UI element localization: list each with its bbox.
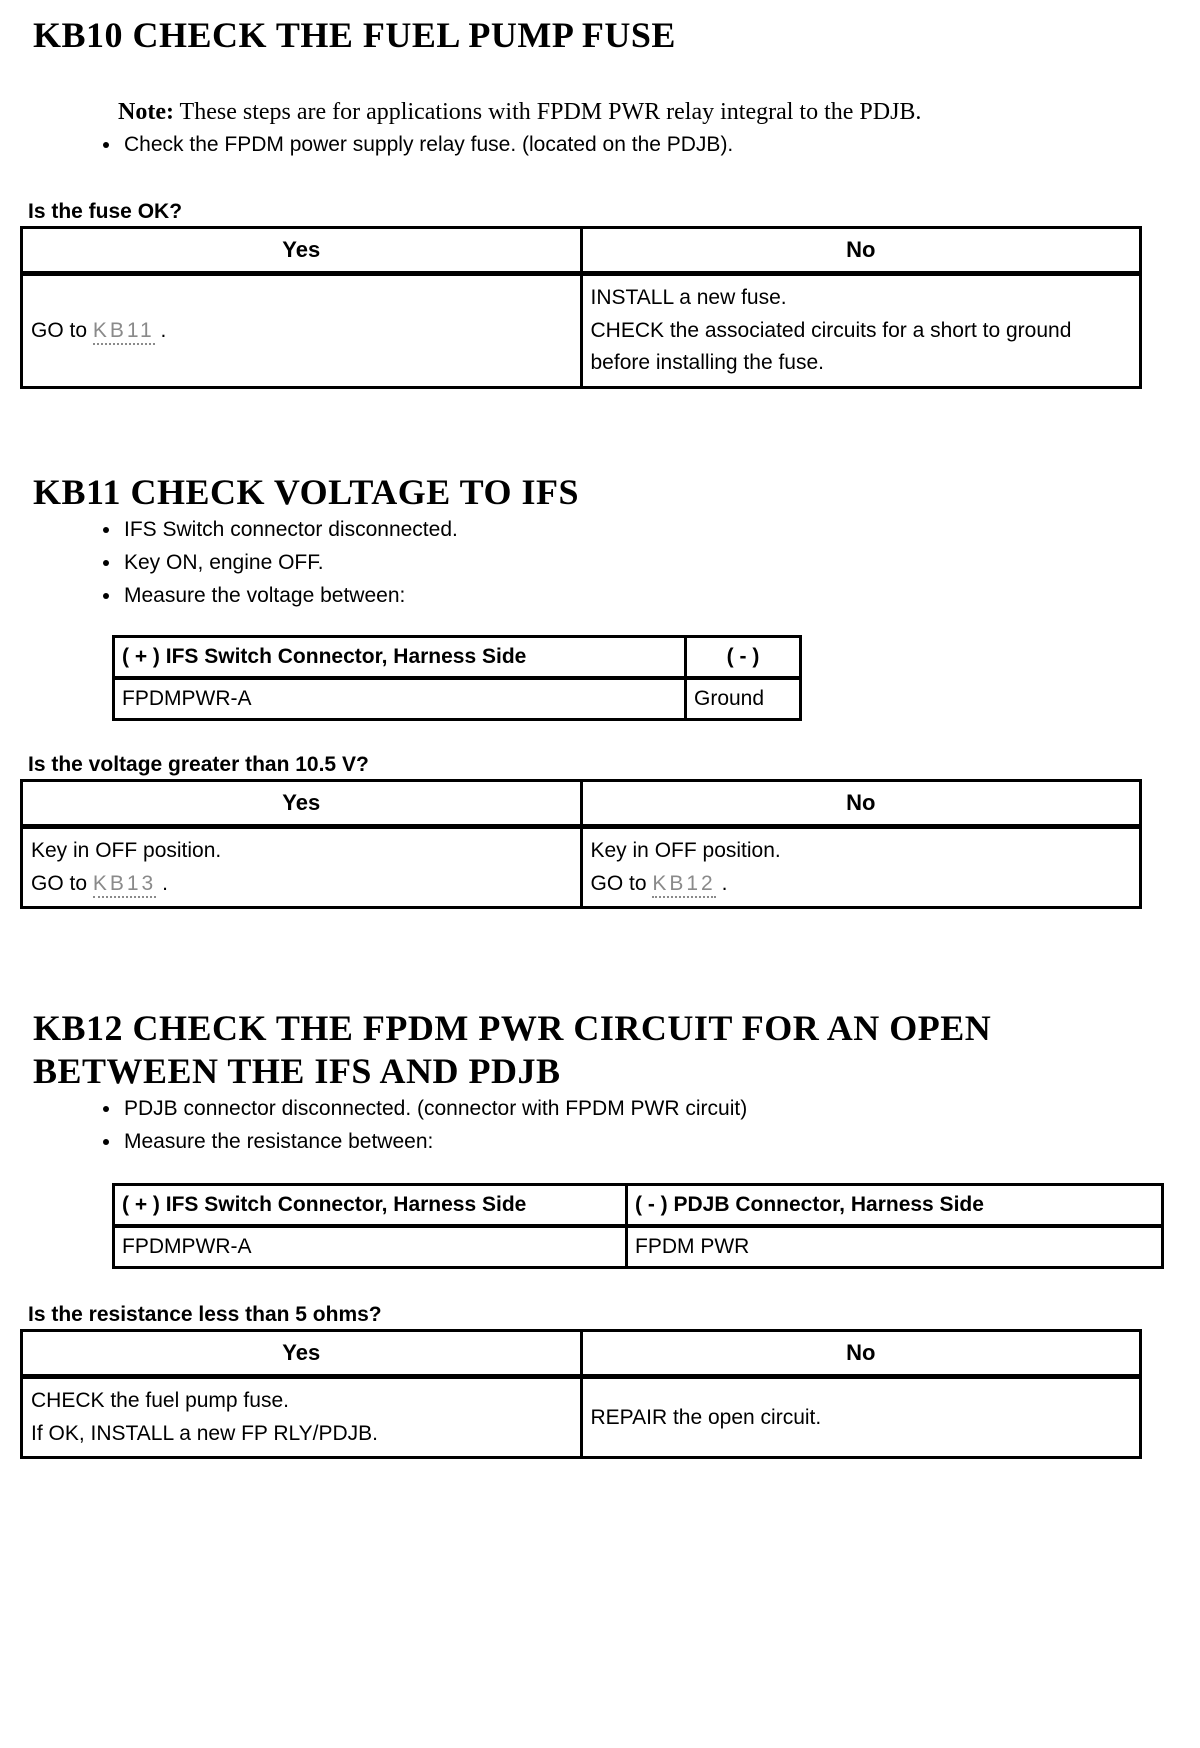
kb11-bullet-list <box>0 514 1200 613</box>
kb11-section-title: KB11 CHECK VOLTAGE TO IFS <box>33 471 579 512</box>
kb12-title-line: KB12 CHECK THE FPDM PWR CIRCUIT FOR AN OPEN <box>33 1008 992 1049</box>
positive-lead-header: ( + ) IFS Switch Connector, Harness Side <box>114 636 686 678</box>
kb12-measurement-table <box>112 1183 1164 1269</box>
yes-action-line: CHECK the fuel pump fuse. <box>31 1389 289 1413</box>
period-text: . <box>715 871 728 895</box>
kb10-note <box>118 95 1023 129</box>
positive-lead-value: FPDMPWR-A <box>114 678 686 720</box>
no-action-line: REPAIR the open circuit. <box>590 1405 822 1429</box>
yes-action-line <box>31 868 572 901</box>
kb11-question-label: Is the voltage greater than 10.5 V? <box>28 752 369 776</box>
bullet-item: • PDJB connector disconnected. (connector with FPDM PWR circuit) <box>122 1093 1200 1126</box>
negative-lead-header: ( - ) <box>686 636 801 678</box>
no-header-cell: No <box>581 228 1141 274</box>
kb11-measurement-table <box>112 635 802 721</box>
kb12-link[interactable]: KB12 <box>652 872 715 898</box>
kb12-bullet-list <box>0 1093 1200 1159</box>
kb10-note-label: Note: <box>118 99 174 126</box>
kb10-decision-table <box>20 226 1142 389</box>
yes-cell <box>22 274 582 388</box>
kb10-note-text: These steps are for applications with FPDM PWR relay integral to the PDJB. <box>179 99 922 126</box>
no-action-line: CHECK the associated circuits for a short to ground before installing the fuse. <box>590 318 1072 375</box>
bullet-item: • Measure the resistance between: <box>122 1126 1200 1159</box>
kb11-decision-table <box>20 779 1142 909</box>
kb10-bullet-list <box>0 129 1200 162</box>
no-action-line: INSTALL a new fuse. <box>590 286 787 310</box>
kb10-question-label: Is the fuse OK? <box>28 200 183 224</box>
yes-cell <box>22 1377 582 1458</box>
period-text: . <box>154 318 167 342</box>
no-cell <box>581 826 1141 907</box>
go-to-text: GO to <box>590 871 653 895</box>
no-cell <box>581 1377 1141 1458</box>
no-action-line <box>591 868 1132 901</box>
no-header-cell: No <box>581 1331 1141 1377</box>
go-to-text: GO to <box>31 318 93 342</box>
bullet-item: • Measure the voltage between: <box>122 580 1200 613</box>
kb12-section-title <box>33 1007 1033 1093</box>
yes-cell <box>22 826 582 907</box>
yes-header-cell: Yes <box>22 228 582 274</box>
yes-action-line: If OK, INSTALL a new FP RLY/PDJB. <box>31 1421 379 1445</box>
negative-lead-header: ( - ) PDJB Connector, Harness Side <box>627 1185 1163 1227</box>
kb13-link[interactable]: KB13 <box>93 872 156 898</box>
positive-lead-value: FPDMPWR-A <box>114 1226 627 1268</box>
kb10-section-title: KB10 CHECK THE FUEL PUMP FUSE <box>33 15 676 55</box>
period-text: . <box>156 871 168 895</box>
no-action-line: Key in OFF position. <box>590 838 781 862</box>
yes-header-cell: Yes <box>22 780 582 826</box>
negative-lead-value: Ground <box>686 678 801 720</box>
kb12-title-line: BETWEEN THE IFS AND PDJB <box>33 1051 561 1092</box>
negative-lead-value: FPDM PWR <box>627 1226 1163 1268</box>
no-header-cell: No <box>581 780 1141 826</box>
go-to-text: GO to <box>31 871 93 895</box>
bullet-item: • Check the FPDM power supply relay fuse. (located on the PDJB). <box>122 129 1200 162</box>
kb12-decision-table <box>20 1329 1142 1459</box>
yes-header-cell: Yes <box>22 1331 582 1377</box>
kb11-link[interactable]: KB11 <box>93 319 155 345</box>
positive-lead-header: ( + ) IFS Switch Connector, Harness Side <box>114 1185 627 1227</box>
bullet-item: • IFS Switch connector disconnected. <box>122 514 1200 547</box>
no-cell <box>581 274 1141 388</box>
kb12-question-label: Is the resistance less than 5 ohms? <box>28 1303 382 1327</box>
bullet-item: • Key ON, engine OFF. <box>122 547 1200 580</box>
yes-action-line: Key in OFF position. <box>31 838 222 862</box>
